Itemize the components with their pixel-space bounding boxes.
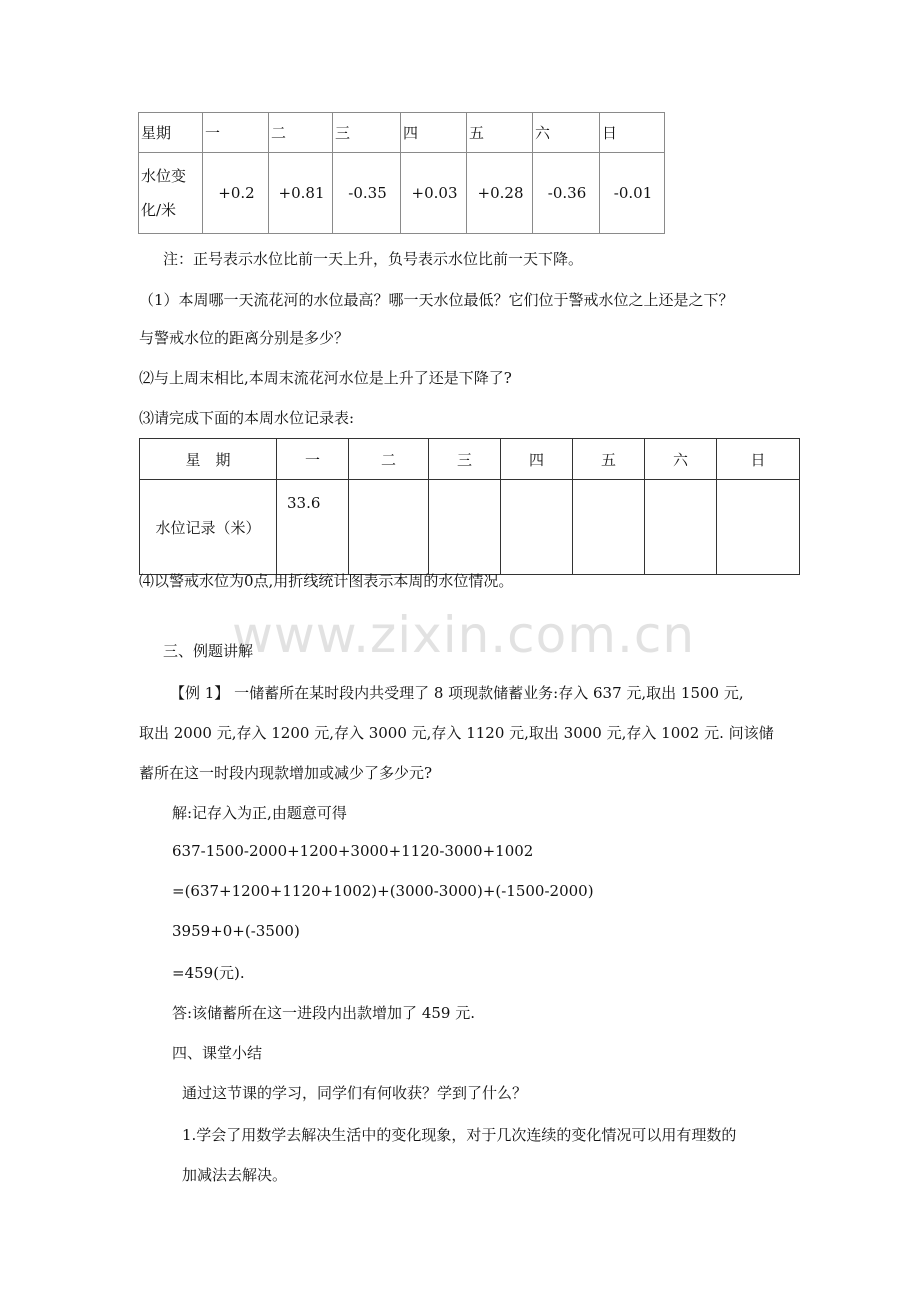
example-line2: 取出 2000 元,存入 1200 元,存入 3000 元,存入 1120 元,取出 3000 元,存入 1002 元. 问该储 [139,724,774,742]
row-label: 水位记录（米） [140,480,277,575]
solution-step-3: 3959+0+(-3500) [172,922,300,940]
table-cell: 一 [203,113,269,153]
table-cell: +0.28 [467,153,533,234]
solution-step-2: =(637+1200+1120+1002)+(3000-3000)+(-1500-2000) [172,882,594,900]
table-cell: 五 [573,439,645,480]
table-cell: 二 [349,439,429,480]
table-cell: +0.03 [401,153,467,234]
table-cell-empty[interactable] [645,480,717,575]
table-cell: 一 [277,439,349,480]
table-cell: 五 [467,113,533,153]
section-3-heading: 三、例题讲解 [163,642,254,660]
row-label-line2: 化/米 [141,201,177,219]
table-cell: +0.2 [203,153,269,234]
solution-intro: 解:记存入为正,由题意可得 [172,804,347,822]
table-cell: 六 [645,439,717,480]
table-cell: 三 [333,113,401,153]
table-cell: +0.81 [269,153,333,234]
table-header-row [140,439,800,480]
table-cell: -0.01 [600,153,665,234]
table-cell: 33.6 [277,480,349,575]
table-cell-empty[interactable] [573,480,645,575]
table-cell: 日 [717,439,800,480]
example-line3: 蓄所在这一时段内现款增加或减少了多少元? [139,764,433,782]
table-cell: 日 [600,113,665,153]
question-1-line1: （1）本周哪一天流花河的水位最高？哪一天水位最低？它们位于警戒水位之上还是之下？ [139,291,734,309]
note: 注：正号表示水位比前一天上升，负号表示水位比前一天下降。 [163,250,584,268]
question-1-line2: 与警戒水位的距离分别是多少？ [139,329,350,347]
table-cell: 星期 [139,113,203,153]
water-level-change-table [138,112,665,234]
solution-step-1: 637-1500-2000+1200+3000+1120-3000+1002 [172,842,534,860]
table-cell: 二 [269,113,333,153]
solution-step-4: =459(元). [172,964,245,982]
summary-question: 通过这节课的学习，同学们有何收获？学到了什么？ [182,1084,528,1102]
summary-point-1-line1: 1.学会了用数学去解决生活中的变化现象，对于几次连续的变化情况可以用有理数的 [182,1126,737,1144]
table-header-row [139,113,665,153]
row-label [139,153,203,234]
example-line1: 【例 1】 一储蓄所在某时段内共受理了 8 项现款储蓄业务:存入 637 元,取出 1500 元, [170,684,744,702]
summary-point-1-line2: 加减法去解决。 [182,1166,288,1184]
table-cell-empty[interactable] [501,480,573,575]
table-cell: -0.35 [333,153,401,234]
table-cell: 六 [533,113,600,153]
table-row [140,480,800,575]
table-cell-empty[interactable] [429,480,501,575]
table-cell: 星 期 [140,439,277,480]
section-4-heading: 四、课堂小结 [172,1044,263,1062]
answer: 答:该储蓄所在这一进段内出款增加了 459 元. [172,1004,475,1022]
table-cell: 四 [501,439,573,480]
table-cell: -0.36 [533,153,600,234]
table-cell-empty[interactable] [349,480,429,575]
table-row [139,153,665,234]
water-level-record-table [139,438,800,575]
question-2: ⑵与上周末相比,本周末流花河水位是上升了还是下降了? [139,369,512,387]
watermark: www.zixin.com.cn [232,606,696,664]
question-3: ⑶请完成下面的本周水位记录表: [139,409,355,427]
row-label-line1: 水位变 [141,167,187,185]
question-4: ⑷以警戒水位为0点,用折线统计图表示本周的水位情况。 [139,572,514,590]
table-cell-empty[interactable] [717,480,800,575]
table-cell: 三 [429,439,501,480]
table-cell: 四 [401,113,467,153]
